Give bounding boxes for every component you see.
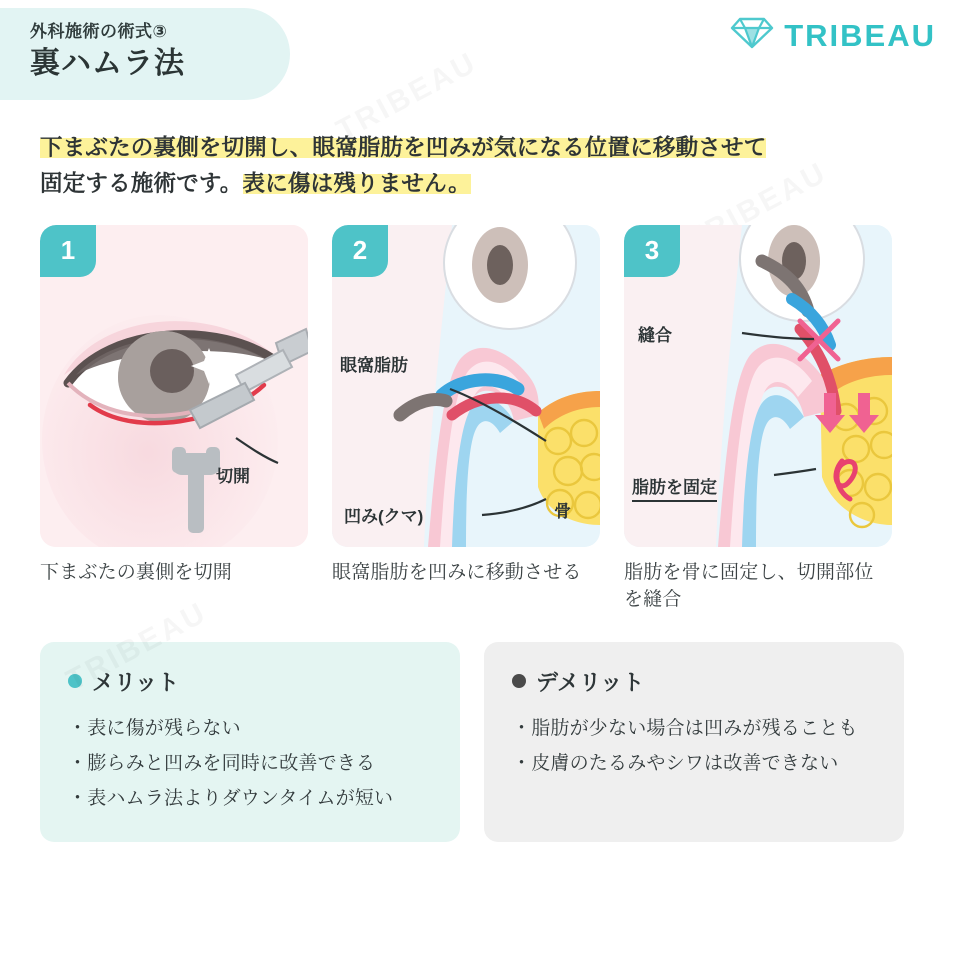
- merit-box: [40, 642, 460, 842]
- step-2-label-hollow: 凹み(クマ): [344, 506, 424, 526]
- lead-highlight-1: 下まぶたの裏側を切開し、: [40, 135, 313, 160]
- page-header: [0, 0, 960, 108]
- demerit-list: [512, 711, 876, 781]
- step-3-badge: 3: [624, 225, 680, 277]
- lead-highlight-2: 眼窩脂肪を凹みが気になる位置に移動させて: [312, 135, 767, 160]
- list-item: ・膨らみと凹みを同時に改善できる: [68, 753, 376, 775]
- list-item: ・表に傷が残らない: [68, 717, 241, 739]
- demerit-box: [484, 642, 904, 842]
- step-3-figure: [624, 225, 892, 547]
- brand-logo: [730, 16, 936, 55]
- diamond-icon: [730, 16, 774, 55]
- step-3-label-suture: 縫合: [638, 325, 672, 345]
- list-item: ・脂肪が少ない場合は凹みが残ることも: [512, 717, 858, 739]
- pros-cons-row: [40, 642, 920, 842]
- demerit-dot-icon: [512, 674, 526, 688]
- step-3-caption: 脂肪を骨に固定し、切開部位を縫合: [624, 561, 874, 611]
- merit-heading: [68, 666, 432, 697]
- step-1: [40, 225, 308, 614]
- lead-plain: 固定する施術です。: [40, 171, 243, 197]
- step-1-label-incision: 切開: [216, 466, 250, 486]
- step-2: [332, 225, 600, 614]
- step-1-badge: 1: [40, 225, 96, 277]
- step-2-label-orbital-fat: 眼窩脂肪: [340, 355, 408, 375]
- step-2-label-bone: 骨: [554, 501, 571, 521]
- lead-paragraph: [40, 130, 920, 203]
- step-2-caption: 眼窩脂肪を凹みに移動させる: [332, 561, 582, 583]
- step-2-badge: 2: [332, 225, 388, 277]
- merit-dot-icon: [68, 674, 82, 688]
- title-pill: [0, 8, 290, 100]
- lead-highlight-3: 表に傷は残りません。: [242, 171, 471, 197]
- list-item: ・表ハムラ法よりダウンタイムが短い: [68, 788, 394, 810]
- page-title: 裏ハムラ法: [30, 47, 185, 81]
- step-1-figure: [40, 225, 308, 547]
- step-3: [624, 225, 892, 614]
- merit-list: [68, 711, 432, 816]
- list-item: ・皮膚のたるみやシワは改善できない: [512, 753, 839, 775]
- demerit-heading: [512, 666, 876, 697]
- page-subtitle: 外科施術の術式③: [30, 22, 168, 41]
- merit-title: メリット: [92, 669, 180, 695]
- brand-name: TRIBEAU: [784, 17, 936, 53]
- step-2-figure: [332, 225, 600, 547]
- step-3-label-fat-fixation: 脂肪を固定: [632, 473, 717, 502]
- step-1-caption: 下まぶたの裏側を切開: [40, 561, 233, 583]
- demerit-title: デメリット: [536, 669, 645, 695]
- steps-row: [40, 225, 920, 614]
